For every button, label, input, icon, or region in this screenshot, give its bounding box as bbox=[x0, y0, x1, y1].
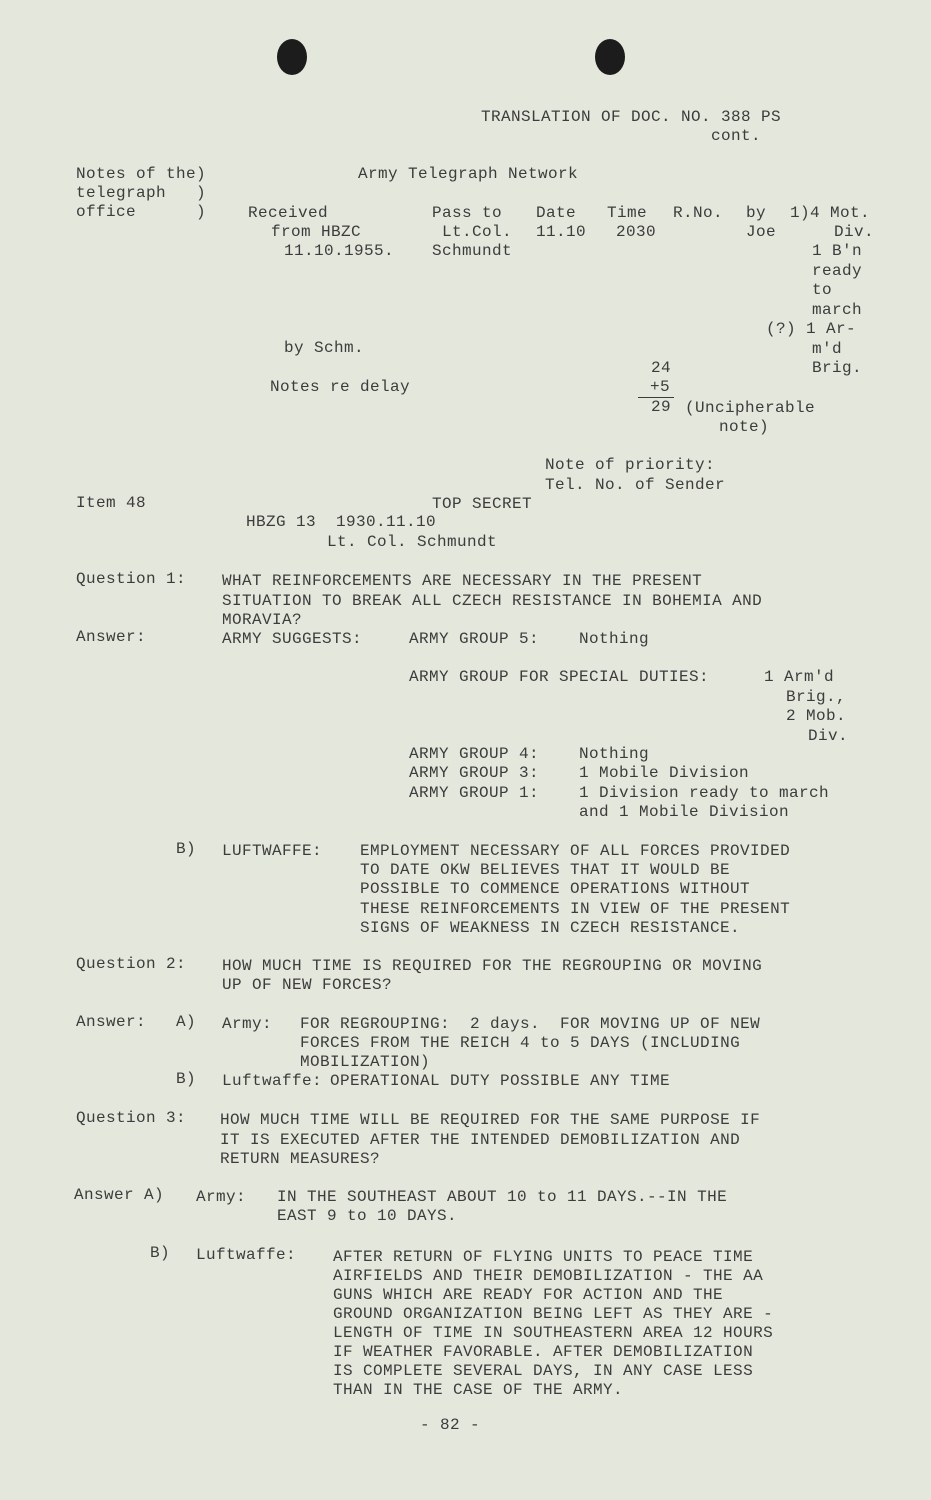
luftwaffe-3-line: AIRFIELDS AND THEIR DEMOBILIZATION - THE AA bbox=[333, 1267, 764, 1285]
question-3-label: Question 3: bbox=[76, 1109, 187, 1127]
army-group-3-value: 1 Mobile Division bbox=[579, 764, 750, 782]
army-3-line: EAST 9 to 10 DAYS. bbox=[277, 1207, 458, 1225]
question-3-line: HOW MUCH TIME WILL BE REQUIRED FOR THE SAME PURPOSE IF bbox=[220, 1111, 761, 1129]
army-2-label: Army: bbox=[222, 1015, 273, 1033]
luftwaffe-3-line: THAN IN THE CASE OF THE ARMY. bbox=[333, 1381, 624, 1399]
luftwaffe-3-line: AFTER RETURN OF FLYING UNITS TO PEACE TIME bbox=[333, 1248, 754, 1266]
army-group-3-label: ARMY GROUP 3: bbox=[409, 764, 540, 782]
luftwaffe-3-line: LENGTH OF TIME IN SOUTHEASTERN AREA 12 HOURS bbox=[333, 1324, 774, 1342]
time-label: Time bbox=[607, 204, 648, 222]
army-group-1-line: and 1 Mobile Division bbox=[579, 803, 790, 821]
luftwaffe-3-label: Luftwaffe: bbox=[196, 1246, 297, 1264]
luftwaffe-1-line: EMPLOYMENT NECESSARY OF ALL FORCES PROVIDED bbox=[360, 842, 791, 860]
by-schm: by Schm. bbox=[284, 339, 365, 357]
document-title: TRANSLATION OF DOC. NO. 388 PS bbox=[481, 108, 782, 126]
side-note-line: 1 B'n bbox=[812, 242, 863, 260]
side-note-line: ready bbox=[812, 262, 863, 280]
network-title: Army Telegraph Network bbox=[358, 165, 579, 183]
luftwaffe-1-label: LUFTWAFFE: bbox=[222, 842, 323, 860]
luftwaffe-3-line: GROUND ORGANIZATION BEING LEFT AS THEY ARE - bbox=[333, 1305, 774, 1323]
document-cont: cont. bbox=[711, 127, 762, 145]
army-3-label: Army: bbox=[196, 1188, 247, 1206]
army-3-line: IN THE SOUTHEAST ABOUT 10 to 11 DAYS.--IN THE bbox=[277, 1188, 728, 1206]
army-group-1-label: ARMY GROUP 1: bbox=[409, 784, 540, 802]
question-2-label: Question 2: bbox=[76, 955, 187, 973]
answer-3-b-label: B) bbox=[150, 1244, 171, 1262]
question-1-line: WHAT REINFORCEMENTS ARE NECESSARY IN THE PRESENT bbox=[222, 572, 703, 590]
special-duties-line: 1 Arm'd bbox=[764, 668, 835, 686]
by-value: Joe bbox=[746, 223, 777, 241]
luftwaffe-1-line: TO DATE OKW BELIEVES THAT IT WOULD BE bbox=[360, 861, 731, 879]
punch-hole-left bbox=[277, 39, 307, 75]
time-value: 2030 bbox=[616, 223, 657, 241]
army-group-5-value: Nothing bbox=[579, 630, 650, 648]
army-group-5-label: ARMY GROUP 5: bbox=[409, 630, 540, 648]
question-3-line: RETURN MEASURES? bbox=[220, 1150, 381, 1168]
question-1-line: SITUATION TO BREAK ALL CZECH RESISTANCE IN BOHEMIA AND bbox=[222, 592, 763, 610]
luftwaffe-1-line: SIGNS OF WEAKNESS IN CZECH RESISTANCE. bbox=[360, 919, 741, 937]
army-group-1-line: 1 Division ready to march bbox=[579, 784, 830, 802]
luftwaffe-2-label: Luftwaffe: bbox=[222, 1072, 323, 1090]
message-ref: HBZG 13 1930.11.10 bbox=[246, 513, 437, 531]
side-note-line: 1)4 Mot. bbox=[790, 204, 871, 222]
sum-add: +5 bbox=[650, 378, 671, 396]
pass-to-name: Schmundt bbox=[432, 242, 513, 260]
date-label: Date bbox=[536, 204, 577, 222]
question-1-line: MORAVIA? bbox=[222, 611, 303, 629]
army-suggests: ARMY SUGGESTS: bbox=[222, 630, 363, 648]
received-label: Received bbox=[248, 204, 329, 222]
question-1-label: Question 1: bbox=[76, 570, 187, 588]
uncipherable-line: note) bbox=[719, 418, 770, 436]
page-number: - 82 - bbox=[420, 1416, 481, 1434]
special-duties-line: 2 Mob. bbox=[786, 707, 847, 725]
army-group-4-label: ARMY GROUP 4: bbox=[409, 745, 540, 763]
item-number: Item 48 bbox=[76, 494, 147, 512]
sum-total: 29 bbox=[651, 398, 672, 416]
army-2-line: MOBILIZATION) bbox=[300, 1053, 431, 1071]
message-addressee: Lt. Col. Schmundt bbox=[327, 533, 498, 551]
answer-2-label: Answer: bbox=[76, 1013, 147, 1031]
answer-1-label: Answer: bbox=[76, 628, 147, 646]
question-3-line: IT IS EXECUTED AFTER THE INTENDED DEMOBILIZATION AND bbox=[220, 1131, 741, 1149]
army-group-4-value: Nothing bbox=[579, 745, 650, 763]
special-duties-line: Div. bbox=[808, 727, 849, 745]
side-note-line: march bbox=[812, 301, 863, 319]
received-from: from HBZC bbox=[271, 223, 362, 241]
side-note-line: Brig. bbox=[812, 359, 863, 377]
special-duties-label: ARMY GROUP FOR SPECIAL DUTIES: bbox=[409, 668, 710, 686]
rno-label: R.No. bbox=[673, 204, 724, 222]
notes-label-line: Notes of the) bbox=[76, 165, 207, 183]
answer-1-b-label: B) bbox=[176, 840, 197, 858]
special-duties-line: Brig., bbox=[786, 688, 847, 706]
army-2-line: FORCES FROM THE REICH 4 to 5 DAYS (INCLUDING bbox=[300, 1034, 741, 1052]
luftwaffe-1-line: POSSIBLE TO COMMENCE OPERATIONS WITHOUT bbox=[360, 880, 751, 898]
sum-top: 24 bbox=[651, 359, 672, 377]
side-note-line: Div. bbox=[834, 223, 875, 241]
classification: TOP SECRET bbox=[432, 495, 533, 513]
sender-no: Tel. No. of Sender bbox=[545, 476, 726, 494]
luftwaffe-3-line: GUNS WHICH ARE READY FOR ACTION AND THE bbox=[333, 1286, 724, 1304]
answer-3-label: Answer A) bbox=[74, 1186, 165, 1204]
army-2-line: FOR REGROUPING: 2 days. FOR MOVING UP OF NEW bbox=[300, 1015, 761, 1033]
luftwaffe-2-text: OPERATIONAL DUTY POSSIBLE ANY TIME bbox=[330, 1072, 671, 1090]
answer-2-a-label: A) bbox=[176, 1013, 197, 1031]
side-note-line: to bbox=[812, 281, 833, 299]
notes-label-line: office ) bbox=[76, 203, 207, 221]
pass-to-label: Pass to bbox=[432, 204, 503, 222]
punch-hole-right bbox=[595, 39, 625, 75]
luftwaffe-3-line: IS COMPLETE SEVERAL DAYS, IN ANY CASE LESS bbox=[333, 1362, 754, 1380]
question-2-line: UP OF NEW FORCES? bbox=[222, 976, 393, 994]
received-date: 11.10.1955. bbox=[284, 242, 395, 260]
notes-label-line: telegraph ) bbox=[76, 184, 207, 202]
side-note-line: (?) 1 Ar- bbox=[766, 320, 857, 338]
luftwaffe-3-line: IF WEATHER FAVORABLE. AFTER DEMOBILIZATION bbox=[333, 1343, 754, 1361]
priority-note: Note of priority: bbox=[545, 456, 716, 474]
luftwaffe-1-line: THESE REINFORCEMENTS IN VIEW OF THE PRESENT bbox=[360, 900, 791, 918]
side-note-line: m'd bbox=[812, 340, 843, 358]
answer-2-b-label: B) bbox=[176, 1070, 197, 1088]
notes-re-delay: Notes re delay bbox=[270, 378, 411, 396]
question-2-line: HOW MUCH TIME IS REQUIRED FOR THE REGROUPING OR MOVING bbox=[222, 957, 763, 975]
uncipherable-line: (Uncipherable bbox=[685, 399, 816, 417]
by-label: by bbox=[746, 204, 767, 222]
date-value: 11.10 bbox=[536, 223, 587, 241]
pass-to-value: Lt.Col. bbox=[442, 223, 513, 241]
